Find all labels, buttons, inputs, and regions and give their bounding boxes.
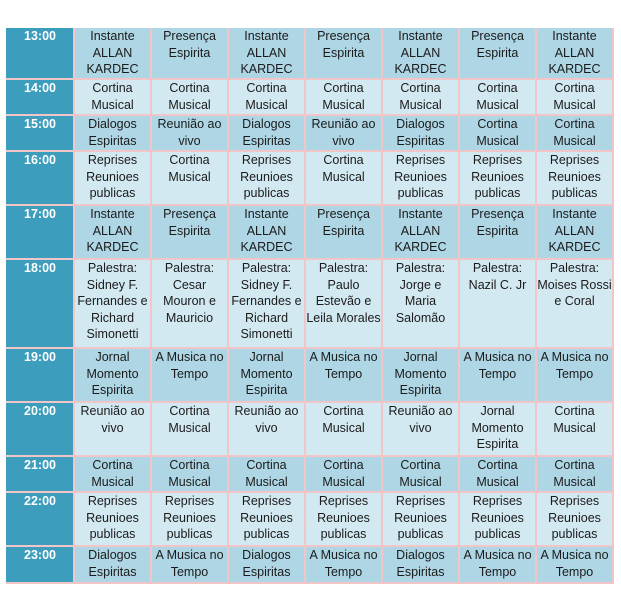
program-cell: Presença Espirita <box>460 28 537 80</box>
program-cell: Jornal Momento Espirita <box>383 349 460 403</box>
program-cell: Reprises Reunioes publicas <box>229 493 306 547</box>
program-cell: Reunião ao vivo <box>306 116 383 152</box>
program-cell: Dialogos Espiritas <box>229 547 306 584</box>
program-cell: Instante ALLAN KARDEC <box>537 206 614 260</box>
schedule-row <box>6 206 614 260</box>
schedule-row <box>6 28 614 80</box>
program-cell: A Musica no Tempo <box>152 349 229 403</box>
program-cell: Reprises Reunioes publicas <box>383 152 460 206</box>
program-cell: Instante ALLAN KARDEC <box>75 206 152 260</box>
program-cell: Instante ALLAN KARDEC <box>229 28 306 80</box>
schedule-row <box>6 80 614 116</box>
program-cell: Reprises Reunioes publicas <box>75 152 152 206</box>
time-slot: 15:00 <box>6 116 75 152</box>
schedule-row <box>6 152 614 206</box>
time-slot: 19:00 <box>6 349 75 403</box>
time-slot: 21:00 <box>6 457 75 493</box>
program-cell: Palestra: Sidney F. Fernandes e Richard Simonetti <box>75 260 152 349</box>
time-slot: 14:00 <box>6 80 75 116</box>
program-cell: Reunião ao vivo <box>152 116 229 152</box>
program-cell: Dialogos Espiritas <box>229 116 306 152</box>
program-cell: A Musica no Tempo <box>537 547 614 584</box>
program-cell: Cortina Musical <box>460 116 537 152</box>
program-cell: Cortina Musical <box>152 80 229 116</box>
program-cell: Cortina Musical <box>306 152 383 206</box>
schedule-row <box>6 547 614 584</box>
program-cell: Cortina Musical <box>229 457 306 493</box>
program-cell: Jornal Momento Espirita <box>229 349 306 403</box>
time-slot: 17:00 <box>6 206 75 260</box>
schedule-row <box>6 403 614 457</box>
program-cell: Presença Espirita <box>152 28 229 80</box>
schedule-table <box>6 28 614 584</box>
program-cell: Palestra: Moises Rossi e Coral <box>537 260 614 349</box>
program-cell: Cortina Musical <box>383 457 460 493</box>
program-cell: Dialogos Espiritas <box>383 116 460 152</box>
program-cell: Cortina Musical <box>460 457 537 493</box>
program-cell: A Musica no Tempo <box>537 349 614 403</box>
program-cell: A Musica no Tempo <box>460 547 537 584</box>
program-cell: Presença Espirita <box>306 28 383 80</box>
schedule-row <box>6 493 614 547</box>
time-slot: 16:00 <box>6 152 75 206</box>
program-cell: Jornal Momento Espirita <box>460 403 537 457</box>
program-cell: Cortina Musical <box>306 403 383 457</box>
program-cell: Cortina Musical <box>152 457 229 493</box>
program-cell: Reunião ao vivo <box>383 403 460 457</box>
program-cell: Cortina Musical <box>460 80 537 116</box>
program-cell: Palestra: Cesar Mouron e Mauricio <box>152 260 229 349</box>
program-cell: Palestra: Nazil C. Jr <box>460 260 537 349</box>
program-cell: Reunião ao vivo <box>75 403 152 457</box>
program-cell: Reunião ao vivo <box>229 403 306 457</box>
time-slot: 13:00 <box>6 28 75 80</box>
program-cell: Presença Espirita <box>460 206 537 260</box>
program-cell: Dialogos Espiritas <box>75 116 152 152</box>
program-cell: Cortina Musical <box>306 457 383 493</box>
program-cell: Reprises Reunioes publicas <box>460 493 537 547</box>
program-cell: Reprises Reunioes publicas <box>460 152 537 206</box>
time-slot: 23:00 <box>6 547 75 584</box>
program-cell: Cortina Musical <box>306 80 383 116</box>
program-cell: Cortina Musical <box>229 80 306 116</box>
program-cell: Reprises Reunioes publicas <box>537 152 614 206</box>
program-cell: A Musica no Tempo <box>460 349 537 403</box>
program-cell: A Musica no Tempo <box>152 547 229 584</box>
program-cell: Reprises Reunioes publicas <box>537 493 614 547</box>
program-cell: A Musica no Tempo <box>306 349 383 403</box>
program-cell: Cortina Musical <box>537 80 614 116</box>
program-cell: Cortina Musical <box>537 116 614 152</box>
schedule-row <box>6 116 614 152</box>
program-cell: Presença Espirita <box>152 206 229 260</box>
program-cell: Presença Espirita <box>306 206 383 260</box>
program-cell: Cortina Musical <box>152 152 229 206</box>
program-cell: Jornal Momento Espirita <box>75 349 152 403</box>
program-cell: Cortina Musical <box>152 403 229 457</box>
program-cell: Cortina Musical <box>383 80 460 116</box>
program-cell: Instante ALLAN KARDEC <box>383 28 460 80</box>
program-cell: A Musica no Tempo <box>306 547 383 584</box>
program-cell: Cortina Musical <box>75 80 152 116</box>
schedule-body <box>6 28 614 584</box>
program-cell: Palestra: Jorge e Maria Salomão <box>383 260 460 349</box>
schedule-row <box>6 457 614 493</box>
time-slot: 22:00 <box>6 493 75 547</box>
schedule-row <box>6 260 614 349</box>
program-cell: Reprises Reunioes publicas <box>383 493 460 547</box>
program-cell: Palestra: Paulo Estevão e Leila Morales <box>306 260 383 349</box>
schedule-row <box>6 349 614 403</box>
program-cell: Dialogos Espiritas <box>383 547 460 584</box>
program-cell: Reprises Reunioes publicas <box>75 493 152 547</box>
program-cell: Cortina Musical <box>537 457 614 493</box>
program-cell: Palestra: Sidney F. Fernandes e Richard Simonetti <box>229 260 306 349</box>
program-cell: Reprises Reunioes publicas <box>229 152 306 206</box>
program-cell: Reprises Reunioes publicas <box>306 493 383 547</box>
time-slot: 18:00 <box>6 260 75 349</box>
program-cell: Dialogos Espiritas <box>75 547 152 584</box>
program-cell: Instante ALLAN KARDEC <box>537 28 614 80</box>
time-slot: 20:00 <box>6 403 75 457</box>
program-cell: Cortina Musical <box>75 457 152 493</box>
program-cell: Cortina Musical <box>537 403 614 457</box>
program-cell: Reprises Reunioes publicas <box>152 493 229 547</box>
program-cell: Instante ALLAN KARDEC <box>75 28 152 80</box>
program-cell: Instante ALLAN KARDEC <box>229 206 306 260</box>
program-cell: Instante ALLAN KARDEC <box>383 206 460 260</box>
